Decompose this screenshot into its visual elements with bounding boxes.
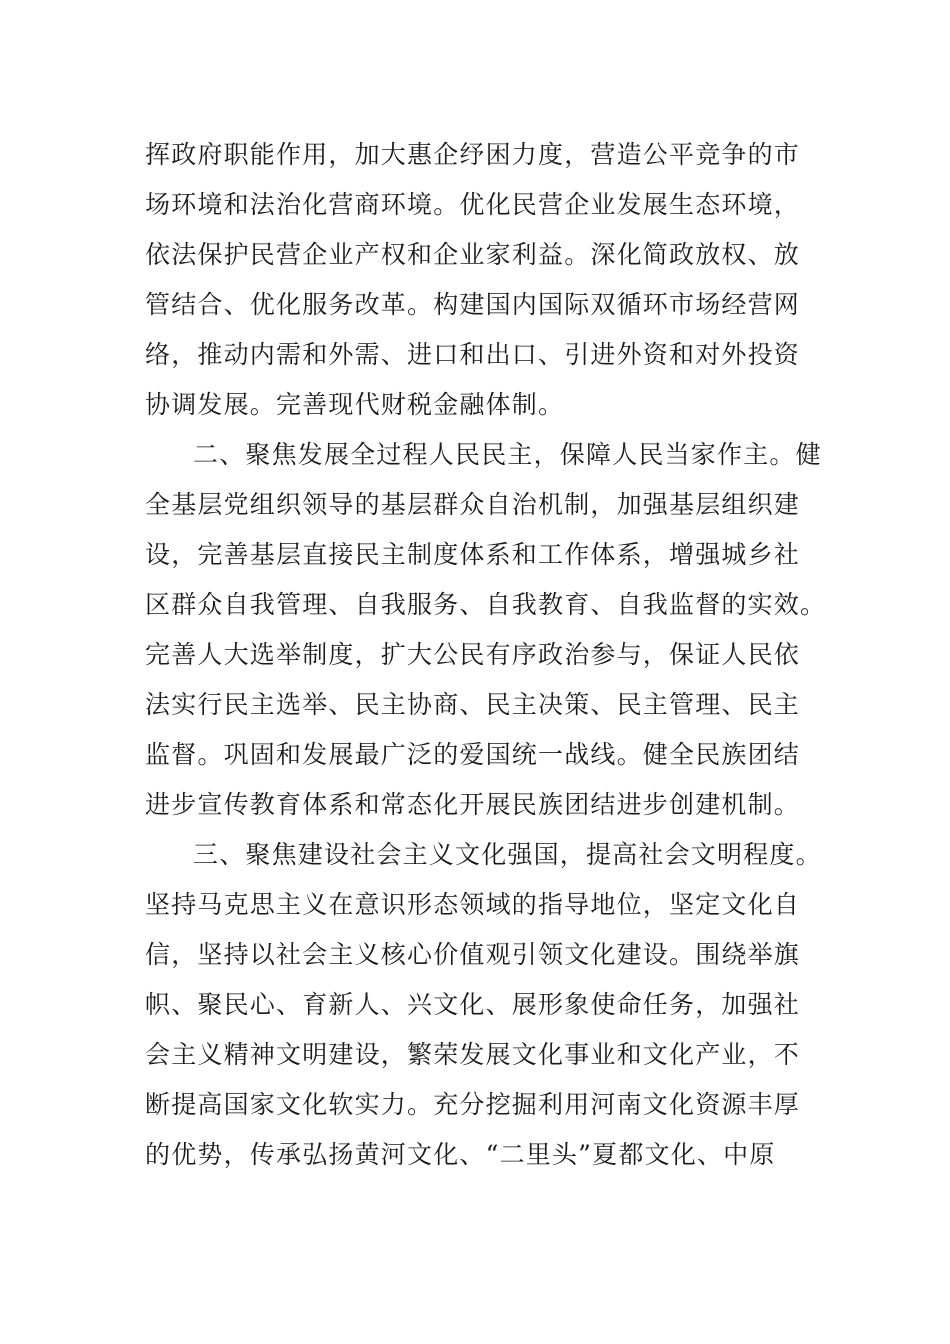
text-line-9: 设，完善基层直接民主制度体系和工作体系，增强城乡社: [145, 540, 801, 569]
document-body: [145, 130, 827, 1180]
text-line-12: 法实行民主选举、民主协商、民主决策、民主管理、民主: [145, 690, 801, 719]
text-line-1: 挥政府职能作用，加大惠企纾困力度，营造公平竞争的市: [145, 140, 801, 169]
text-line-13: 监督。巩固和发展最广泛的爱国统一战线。健全民族团结: [145, 740, 801, 769]
text-line-5: 络，推动内需和外需、进口和出口、引进外资和对外投资: [145, 340, 801, 369]
text-line-10: 区群众自我管理、自我服务、自我教育、自我监督的实效。: [145, 590, 827, 619]
text-line-20: 断提高国家文化软实力。充分挖掘利用河南文化资源丰厚: [145, 1090, 801, 1119]
text-line-15: 三、聚焦建设社会主义文化强国，提高社会文明程度。: [193, 840, 822, 869]
text-line-3: 依法保护民营企业产权和企业家利益。深化简政放权、放: [145, 240, 801, 269]
text-line-17: 信，坚持以社会主义核心价值观引领文化建设。围绕举旗: [145, 940, 801, 969]
text-line-8: 全基层党组织领导的基层群众自治机制，加强基层组织建: [145, 490, 801, 519]
text-line-2: 场环境和法治化营商环境。优化民营企业发展生态环境，: [145, 190, 801, 219]
text-line-6: 协调发展。完善现代财税金融体制。: [145, 390, 565, 419]
text-line-4: 管结合、优化服务改革。构建国内国际双循环市场经营网: [145, 290, 801, 319]
text-line-16: 坚持马克思主义在意识形态领域的指导地位，坚定文化自: [145, 890, 801, 919]
text-line-18: 帜、聚民心、育新人、兴文化、展形象使命任务，加强社: [145, 990, 801, 1019]
text-line-11: 完善人大选举制度，扩大公民有序政治参与，保证人民依: [145, 640, 801, 669]
text-line-14: 进步宣传教育体系和常态化开展民族团结进步创建机制。: [145, 790, 801, 819]
text-line-21: 的优势，传承弘扬黄河文化、“二里头”夏都文化、中原: [145, 1140, 776, 1169]
text-line-7: 二、聚焦发展全过程人民民主，保障人民当家作主。健: [193, 440, 822, 469]
text-line-19: 会主义精神文明建设，繁荣发展文化事业和文化产业，不: [145, 1040, 801, 1069]
